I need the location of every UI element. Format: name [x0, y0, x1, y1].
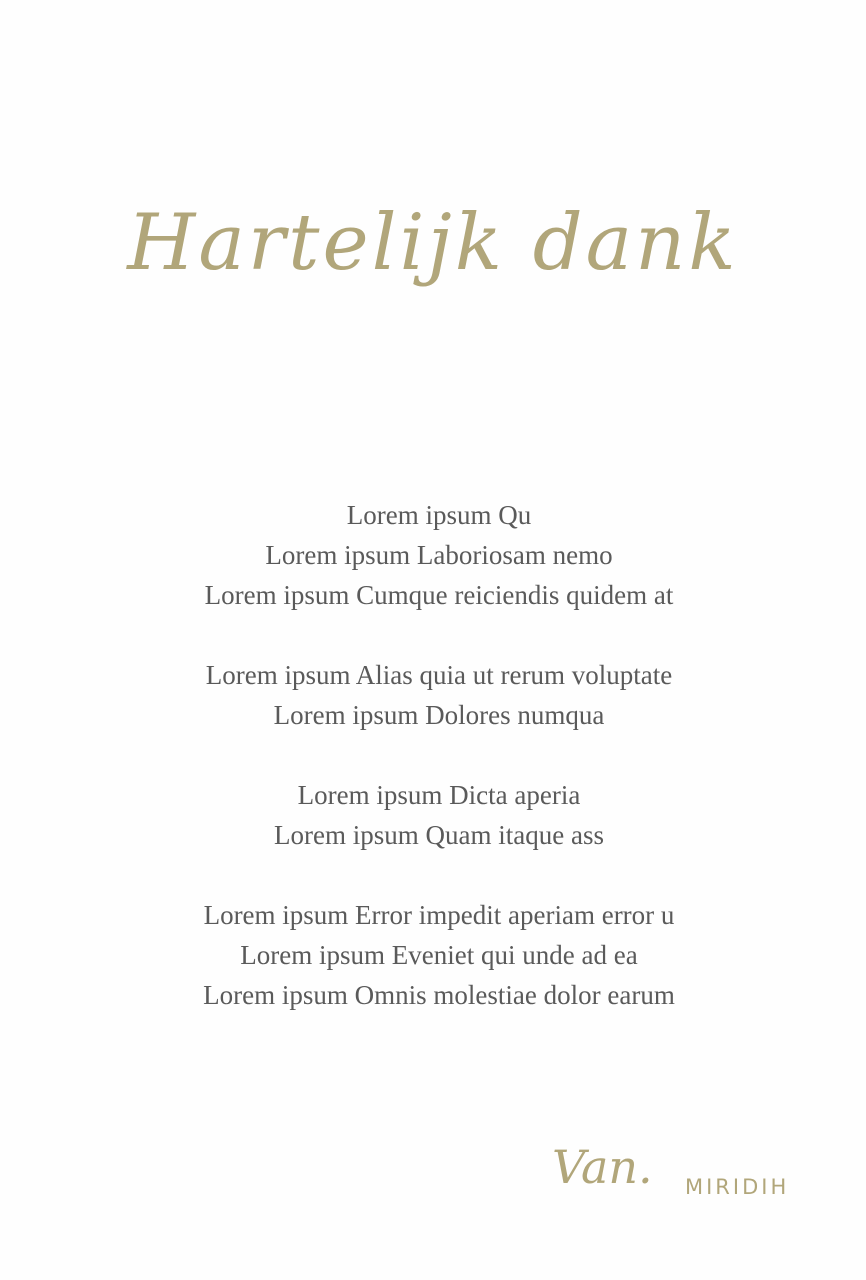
stanza [0, 495, 866, 615]
message-line: Lorem ipsum Qu [346, 500, 532, 530]
message-body [0, 495, 866, 1055]
card-title: Hartelijk dank [127, 198, 739, 288]
message-line: Lorem ipsum Dicta aperia [297, 780, 581, 810]
stanza [0, 775, 866, 855]
stanza [0, 895, 866, 1015]
message-line: Lorem ipsum Eveniet qui unde ad ea [240, 940, 638, 970]
signature-name: MIRIDIH [685, 1175, 790, 1199]
signature-prefix: Van. [552, 1140, 653, 1194]
message-line: Lorem ipsum Quam itaque ass [274, 820, 604, 850]
message-line: Lorem ipsum Error impedit aperiam error u [203, 900, 675, 930]
message-line: Lorem ipsum Cumque reiciendis quidem at [204, 580, 674, 610]
stanza [0, 655, 866, 735]
message-line: Lorem ipsum Laboriosam nemo [265, 540, 613, 570]
message-line: Lorem ipsum Dolores numqua [273, 700, 605, 730]
message-line: Lorem ipsum Alias quia ut rerum voluptate [205, 660, 673, 690]
message-line: Lorem ipsum Omnis molestiae dolor earum [203, 980, 675, 1010]
